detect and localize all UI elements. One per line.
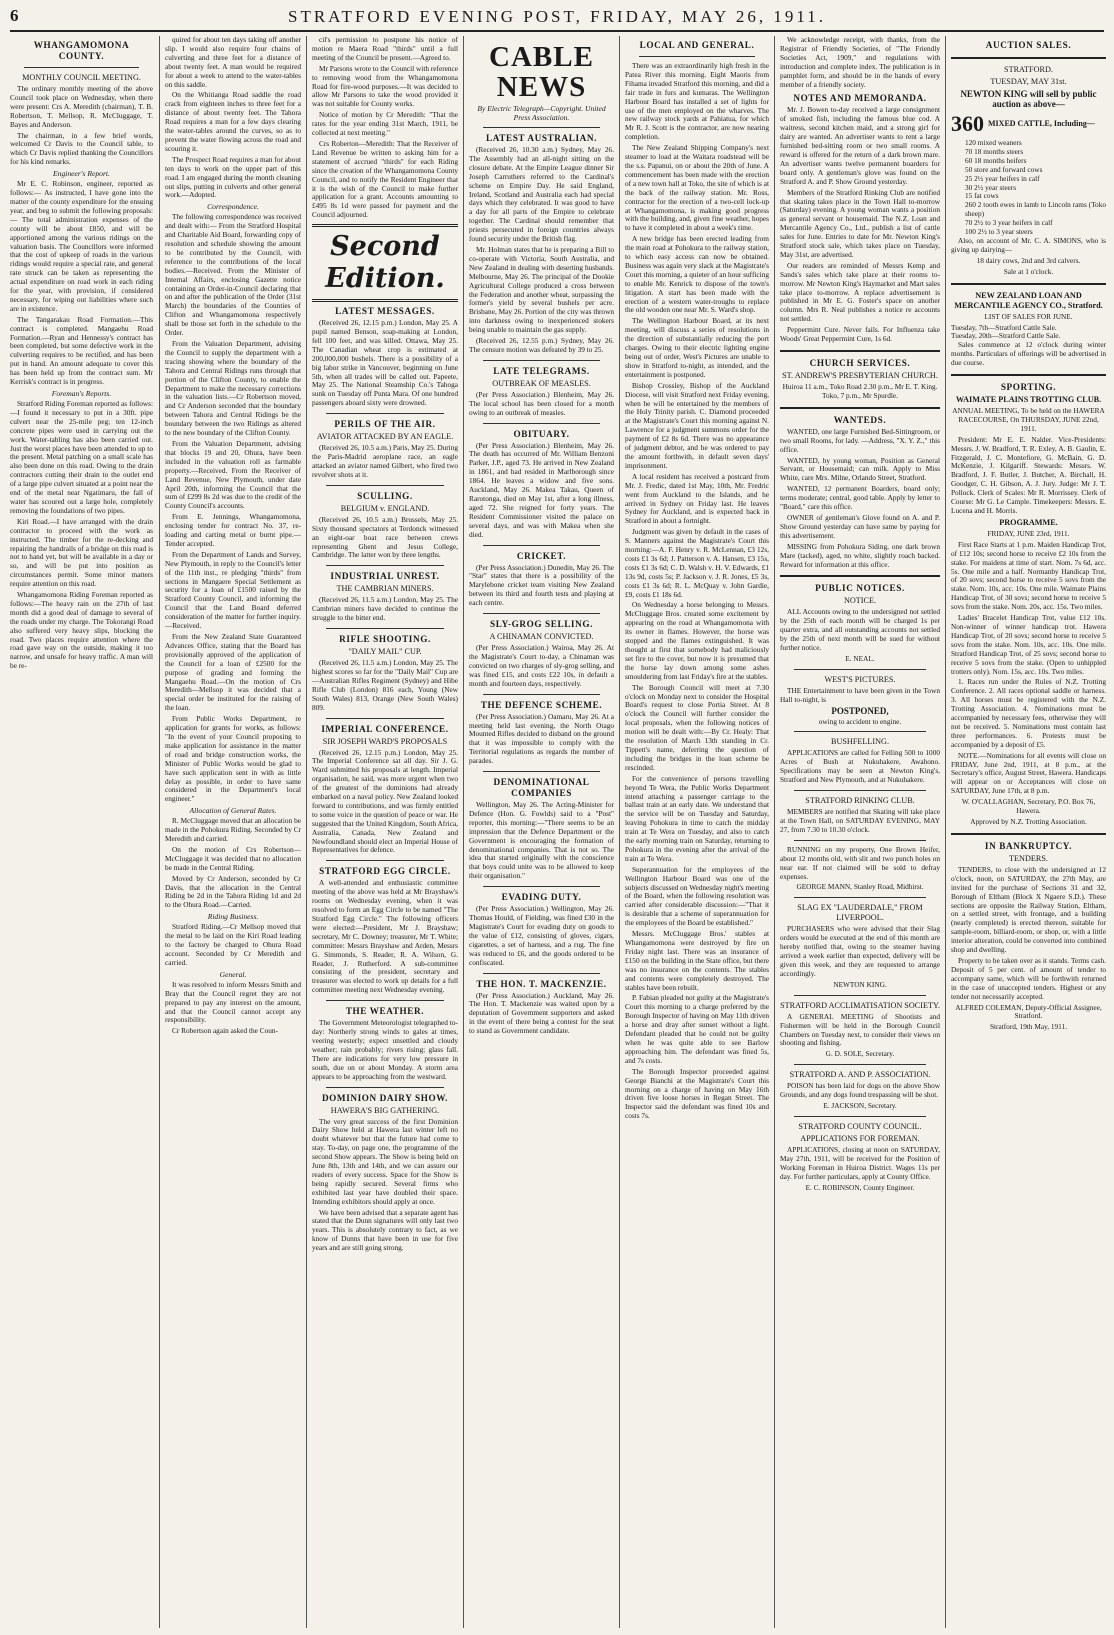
column-1 bbox=[10, 36, 153, 1628]
article-paragraph: Cr Robertson again asked the Coun- bbox=[172, 1026, 278, 1036]
article-subheading: "DAILY MAIL" CUP. bbox=[348, 647, 422, 657]
masthead-title: STRATFORD EVENING POST, FRIDAY, MAY 26, 1911. bbox=[287, 7, 827, 26]
ad-signature: ALFRED COLEMAN, Deputy-Official Assignee, Stratford. bbox=[955, 1002, 1102, 1021]
article-paragraph: The Tangarakau Road Formation.—This contract is completed. Mangaehu Road Formation.—Ryan and Hennessy's contract has been completed, but some defective work in the culverting requires to be rectified, and has been put in hand. An amount adequate to cover this has been held up from the contract sum. Mr Kerrisk's contract is in progress. bbox=[10, 314, 153, 387]
article-subheading: AVIATOR ATTACKED BY AN EAGLE. bbox=[316, 432, 454, 442]
column-rule bbox=[306, 36, 307, 1628]
article-heading: OBITUARY. bbox=[513, 428, 570, 439]
article-paragraph: cil's permission to postpone his notice of motion re Maera Road "thirds" until a full meeting of the Council be present.—Agreed to. bbox=[312, 36, 458, 62]
article-paragraph: There was an extraordinarily high fresh in the Patea River this morning. Eight Maoris from Fihama invaded Stratford this morning, and did a fair trade in furs and kumaras. The Wellington Harbour Board has installed a set of lights for use of the men employed on the wharves. The new railway stock yards at Pahiatua, for which Mr R. J. Scott is the contractor, are now nearing completion. bbox=[625, 61, 769, 142]
classified-ad: MEMBERS are notified that Skating will take place at the Town Hall, on SATURDAY EVENING, MAY 27, from 7.30 to 10.30 o'clock. bbox=[780, 807, 940, 834]
article-heading: WHANGAMOMONA COUNTY. bbox=[33, 40, 130, 61]
article-heading: IN BANKRUPTCY. bbox=[984, 840, 1073, 851]
divider bbox=[794, 897, 926, 898]
article-subheading: MONTHLY COUNCIL MEETING. bbox=[22, 73, 141, 82]
classified-ad: A GENERAL MEETING of Shootists and Fishermen will be held in the Borough Council Chambers on Tuesday next, to consider their views on shooting and fishing. bbox=[780, 1011, 940, 1048]
article-paragraph: A new bridge has been erected leading from the main road at Pohokura to the railway station, to which easy access can now be obtained. Business was again very slack at the Magistrate's Court this morning, a quieter of an hour sufficing to enable Mr. Kenrick to dispose of the town's litigation. A start has been made with the erection of a western water-troughs to replace the old wooden one near Mr. S. Ward's shop. bbox=[625, 234, 769, 315]
cattle-list-item: 70 2½ to 3 year heifers in calf bbox=[965, 218, 1053, 228]
article-paragraph: On the motion of Crs Robertson—McCluggage it was decided that no allocation be made in the Central Riding. bbox=[165, 844, 301, 872]
divider bbox=[794, 731, 926, 732]
article-subheading: BELGIUM v. ENGLAND. bbox=[340, 503, 430, 513]
second-edition-banner: Second Edition. bbox=[312, 224, 458, 302]
classified-ad: NOTE.—Nominations for all events will close on FRIDAY, June 2nd, 1911, at 8 p.m., at the Secretary's office, August Street, Hawera. Handicaps will appear on or Acceptances will close on SATURDAY, June 17th, at 8 p.m. bbox=[951, 750, 1106, 796]
article-subheading: TENDERS. bbox=[1009, 853, 1048, 863]
classified-ad: First Race Starts at 1 p.m. Maiden Handicap Trot, of £12 10s; second horse to receive £2 10s from the stake. For maidens at time of start. Nom. 7s 6d, acc. 5s. One mile and a half. Normanby Handicap Trot, of 20 sovs; second horse to receive 5 sovs from the stake. Nom. 10s, acc. 10s. One mile. Waimate Plains Handicap Trot, of 30 sovs; second horse to receive 5 sovs from the stake. Nom. 20s, acc. 15s. Two miles. bbox=[951, 539, 1106, 612]
article-paragraph: Messrs. McCluggage Bros.' stables at Whangamomona were destroyed by fire on Friday night last. There was an insurance of £150 on the building in the State office, but there was no insurance on the contents. The stables and contents were completely destroyed. The stables have been rebuilt. bbox=[625, 929, 769, 992]
divider bbox=[483, 613, 600, 614]
article-heading: IMPERIAL CONFERENCE. bbox=[321, 723, 449, 734]
classified-ad: Also, on account of Mr. C. A. SIMONS, who is giving up dairying— bbox=[951, 235, 1106, 254]
sale-item: Tuesday, 7th—Stratford Cattle Sale. bbox=[951, 322, 1057, 332]
cattle-list bbox=[951, 139, 1106, 237]
divider bbox=[951, 57, 1106, 59]
article-paragraph: It was resolved to inform Messrs Smith and Bray that the Council regret they are not prepared to pay any interest on the amount, and that the Council cannot accept any responsibility. bbox=[165, 979, 301, 1025]
article-subheading: NEW ZEALAND LOAN AND MERCANTILE AGENCY CO., Stratford. bbox=[954, 290, 1103, 310]
article-subheading: STRATFORD COUNTY COUNCIL. bbox=[798, 1121, 922, 1131]
article-heading: SLY-GROG SELLING. bbox=[490, 619, 593, 630]
cattle-label: MIXED CATTLE, Including— bbox=[988, 118, 1095, 128]
section-subheading: Riding Business. bbox=[207, 912, 259, 922]
article-paragraph: On the Whitianga Road saddle the road crack from eighteen inches to three feet for a distance of about twenty feet. The Tahora Road requires a man for a few days clearing the water-tables around the curves, so as to prevent the water flowing across the road and scouring it. bbox=[165, 90, 301, 153]
classified-ad: Ladies' Bracelet Handicap Trot, value £12 10s. Non-winner of winner handicap trot. Hawera Handicap Trot, of 20 sovs; second horse to receive 5 sovs from the stake. Nom. 10s, acc. 10s. One mile. Stratford Handicap Trot, of 25 sovs; second horse to receive 5 sovs from the stake. (Open to unhippled trotters only). Nom. 15s, acc. 10s. Two miles. bbox=[951, 613, 1106, 676]
article-heading: WANTEDS. bbox=[833, 414, 887, 425]
divider bbox=[639, 56, 755, 57]
divider bbox=[483, 545, 600, 546]
article-paragraph: (Received 26, 10.5 a.m.) Paris, May 25. During the Paris-Madrid aeroplane race, an eagle attacked an aviator named Gilbert, who fired two revolver shots at it. bbox=[312, 443, 458, 479]
divider bbox=[483, 360, 600, 361]
article-heading: PERILS OF THE AIR. bbox=[334, 419, 436, 430]
article-paragraph: We have been advised that a separate agent has stated that the Dunn signatures will only last two years. This is absolutely contrary to fact, as we know of Dunns that have been in use for five years and are still going strong. bbox=[312, 1207, 458, 1253]
divider bbox=[24, 67, 139, 68]
cattle-list-item: 100 2½ to 3 year steers bbox=[965, 227, 1033, 237]
article-subheading: HAWERA'S BIG GATHERING. bbox=[330, 1105, 440, 1115]
approval-note: Approved by N.Z. Trotting Association. bbox=[970, 817, 1087, 826]
article-paragraph: The Borough Council will meet at 7.30 o'clock on Monday next to consider the Hospital Board's request to close Portia Street. At 8 o'clock the Council will further consider the local proposals, when the following notices of motion will be dealt with:—By Cr. Healy: That the resolution of March 13th standing in Cr. Tippett's name, deferring the question of including the bridges in the loan scheme be rescinded. bbox=[625, 682, 769, 772]
classified-ad: APPLICATIONS are called for Felling 500 to 1000 Acres of Bush at Nukuhakere, Awahono. Specifications may be seen at Newton King's, Stratford and New Plymouth, and at Nukuhakere. bbox=[780, 748, 940, 785]
divider bbox=[483, 771, 600, 772]
article-paragraph: (Received 26, 11.5 a.m.) London, May 25. The highest scores so far for the "Daily Mail" Cup are—Australian Rifles Regiment (Sydney) and Hibe Rifle Club (London) 816 each, Young (New South Wales) 813, Orange (New South Wales) 809. bbox=[312, 658, 458, 712]
divider bbox=[794, 1116, 926, 1117]
article-paragraph: The following correspondence was received and dealt with:— From the Stratford Hospital and Charitable Aid Board, forwarding copy of resolution and schedule showing the amount to be contributed by the Council, with reference to the contributions of the local bodies.—Received. From the Minister of Internal Affairs, enclosing Gazette notice containing an Order-in-Council declaring that on and after the publication of the Order (31st March) the boundaries of the Counties of Clifton and Whangamomona respectively shall be those set forth in the schedule to the Order. bbox=[165, 212, 301, 338]
article-paragraph: From the Valuation Department, advising that blocks 19 and 20, Ohura, have been included in the valuation roll as farmable property.—Received. From the Receiver of Land Revenue, New Plymouth, under date April 20th, informing the Council that the sum of £299 8s 2d was due to the credit of the County Council's accounts. bbox=[165, 438, 301, 511]
article-paragraph: quired for about ten days taking off another slip. I would also require four chains of culverting and three feet for a distance of about twenty feet. A man would be required for about a week to attend to the water-tables on this saddle. bbox=[165, 36, 301, 89]
article-heading: AUCTION SALES. bbox=[985, 40, 1072, 50]
cattle-list-item: 60 18 months heifers bbox=[965, 155, 1027, 165]
article-paragraph: Moved by Cr Anderson, seconded by Cr Davis, that the allocation in the Central Riding be 2d in the Tahora Riding 1d and 2d to the Ohura Road.—Carried. bbox=[165, 873, 301, 910]
article-heading: NOTES AND MEMORANDA. bbox=[793, 93, 927, 104]
cattle-list-item: 120 mixed weaners bbox=[965, 138, 1022, 147]
classified-ad: TENDERS, to close with the undersigned at 12 o'clock, noon, on SATURDAY, the 27th May, are invited for the purchase of Sections 31 and 32, Borough of Eltham (Block X Ngaere S.D.). These sections are opposite the Railway Station, Eltham, on a settled street, with frontage, and a building (nearly completed) is erected thereon, suitable for sample-room, billiard-room, or shop, or, with a little interior alteration, could be converted into combined shop and dwelling. bbox=[951, 864, 1106, 955]
cable-news-subtitle: By Electric Telegraph—Copyright. United Press Association. bbox=[477, 104, 606, 122]
divider bbox=[483, 886, 600, 887]
article-subheading: STRATFORD ACCLIMATISATION SOCIETY. bbox=[780, 1000, 940, 1010]
programme-date: FRIDAY, JUNE 23rd, 1911. bbox=[987, 528, 1070, 538]
auctioneer-notice: NEWTON KING will sell by public auction as above— bbox=[960, 89, 1097, 109]
article-paragraph: A local resident has received a postcard from Mr. J. Fredic, dated 1st May, 10th, Mr. Fredric went from Auckland to the Islands, and he arrived in Sydney on Friday last. He leaves Sydney for Auckland, and is expected back in Stratford in about a fortnight. bbox=[625, 471, 769, 526]
classified-ad: Property to be taken over as it stands. Terms cash. Deposit of 5 per cent. of amount of tender to accompany same, which will be forthwith returned in the case of unaccepted tenders. Highest or any tender not necessarily accepted. bbox=[951, 955, 1106, 1001]
classified-ad: APPLICATIONS, closing at noon on SATURDAY, May 27th, 1911, will be received for the Position of Working Foreman in Huiroa District. Wages 11s per day. For further particulars, apply at County Office. bbox=[780, 1144, 940, 1181]
article-paragraph: Notice of motion by Cr Meredith: "That the rates for the year ending 31st March, 1911, be collected at next meeting." bbox=[312, 110, 458, 138]
article-paragraph: Mr E. C. Robinson, engineer, reported as follows:— As instructed, I have gone into the matter of the county expenditure for the ensuing year, and beg to submit the following proposals:— The total administration expenses of the county will be about £850, and will be apportioned among the various ridings on the valuation basis. The Councillors were informed that the cost of upkeep of roads in the various ridings would require a special rate, and general rate struck can be taken as representing the actual expenditure on road work in each riding for the year, with provision, if considered necessary, for wiping out liabilities where such are in existence. bbox=[10, 179, 153, 313]
cattle-list-item: 50 store and forward cows bbox=[965, 164, 1043, 174]
section-subheading: General. bbox=[219, 969, 247, 979]
classified-ad: RUNNING on my property, One Brown Heifer, about 12 months old, with slit and two punch holes on near ear. If not claimed will be sold to defray expenses. bbox=[780, 844, 940, 881]
article-paragraph: (Received 26, 11.5 a.m.) London, May 25. The Cambrian miners have decided to continue the struggle to the bitter end. bbox=[312, 595, 458, 623]
divider bbox=[780, 575, 940, 577]
postponed-label: POSTPONED, bbox=[831, 705, 889, 716]
article-heading: INDUSTRIAL UNREST. bbox=[330, 571, 440, 582]
cattle-list-item: 30 2½ year steers bbox=[965, 182, 1017, 192]
column-rule bbox=[463, 36, 464, 1628]
article-paragraph: (Per Press Association.) Wairoa, May 26. At the Magistrate's Court to-day, a Chinaman was convicted on two charges of sly-grog selling, and was fined £15, and costs £22 10s, in default a month and fourteen days, respectively. bbox=[469, 643, 614, 688]
article-paragraph: (Received 26, 12.15 p.m.) London, May 25. The Imperial Conference sat all day. Sir J. G. Ward submitted his proposals at length. Imperial organisation, he said, was more urgent when two of the greatest of the dominions had already embarked on a naval policy. New Zealand looked forward to contributions, and was firmly entitled to some voice in the question of peace or war. He suggested that the United Kingdom, South Africa, Australia, Canada, New Zealand and Newfoundland should elect an Imperial House of Representatives for defence. bbox=[312, 747, 458, 855]
article-paragraph: (Received 26, 12.15 p.m.) London, May 25. A pupil named Benson, soap-making at London, fell 100 feet, and was killed. Ottawa, May 25. The Canadian wheat crop is estimated at 200,000,000 bushels. There is a possibility of a big labor strike in Vancouver, beginning on June 5th, when all trades will be called out. Papeete, May 25. The National Steamship Co.'s Tahoga sunk on Tuesday off Punta Mara. Of one hundred passengers aboard sixty were drowned. bbox=[312, 318, 458, 408]
cattle-list-item: 15 fat cows bbox=[965, 191, 999, 201]
classified-ad: Sales commence at 12 o'clock during winter months. Particulars of offerings will be advertised in due course. bbox=[951, 340, 1106, 368]
article-paragraph: (Per Press Association.) Blenheim, May 26. The death has occurred of Mr. William Benzoni Parker, J.P., aged 73. He arrived in New Zealand in 1861, and had resided in Marlborough since 1864. He leaves a widow and five sons. Auckland, May 26. Makea Takau, Queen of Rarotonga, died on May 1st, after a long illness, aged 72. She reigned for forty years. The Resident Commissioner visited the palace on several days, and was with Makea when she died. bbox=[469, 440, 614, 539]
article-paragraph: The chairman, in a few brief words, welcomed Cr Davis to the Council table, to which Cr Davis replied thanking the Councillors for his kind remarks. bbox=[10, 130, 153, 167]
cattle-list-item: 70 18 months steers bbox=[965, 146, 1024, 156]
section-subheading: Allocation of General Rates. bbox=[189, 806, 277, 816]
ad-signature: E. NEAL. bbox=[845, 653, 875, 663]
article-paragraph: (Per Press Association.) Auckland, May 26. The Hon. T. Mackenzie was waited upon by a deputation of Government supporters and asked in the event of there being a contest for the seat to stand as Government candidate. bbox=[469, 990, 614, 1036]
divider bbox=[326, 485, 444, 486]
article-paragraph: From Public Works Department, re application for grants for works, as follows: "In the event of your Council proposing to make application for assistance in the matter of road and bridge construction works, the Minister of Public Works would be glad to have such application sent in with as little delay as possible, in order to have same considered in the Department's local engineer." bbox=[165, 714, 301, 804]
classified-ad: MISSING from Pohokura Siding, one dark brown Mare (tacked), aged, no white, slightly roach backed. Reward for information at this office. bbox=[780, 541, 940, 569]
article-paragraph: Superannuation for the employees of the Wellington Harbour Board was one of the subjects discussed on Wednesday night's meeting of the Board, when the following resolution was carried after considerable discussion:—"That it is desirable that a scheme of superannuation for the employees of the Board be established." bbox=[625, 864, 769, 928]
article-paragraph: P. Fabian pleaded not guilty at the Magistrate's Court this morning to a charge preferred by the Borough Inspector of having on May 11th driven a horse and dray after sunset without a light. Defendant pleaded that he could not be guilty when he was quite able to see Barlow approaching him. The defendant was fined 5s, and 7s costs. bbox=[625, 993, 769, 1065]
divider bbox=[326, 565, 444, 566]
article-paragraph: (Per Press Association.) Wellington, May 26. Thomas Hould, of Fielding, was fined £30 in the Magistrate's Court for evading duty on goods to the value of £12, consisting of gloves, cigars, cigarettes, a set of harness, and a rug. The fine was reduced to £6, and the goods ordered to be confiscated. bbox=[469, 904, 614, 967]
article-subheading: STRATFORD. bbox=[1004, 65, 1053, 74]
divider bbox=[326, 628, 444, 629]
article-paragraph: The Prospect Road requires a man for about ten days to work on the upper part of this road. I am engaged during the month cleaning out slips, putting in culverts and other general work.—Adopted. bbox=[165, 154, 301, 200]
article-paragraph: The Government Meteorologist telegraphed to-day: Northerly strong winds to gales at times, veering westerly; expect unsettled and cloudy weather; rain probably; rivers rising; glass fall. There are indications for very low pressure in south, due on or about Monday. A storm area appears to be approaching from the westward. bbox=[312, 1018, 458, 1081]
classified-ad: THE Entertainment to have been given in the Town Hall to-night, is bbox=[780, 685, 940, 704]
article-heading: EVADING DUTY. bbox=[501, 892, 582, 903]
article-subheading: THE CAMBRIAN MINERS. bbox=[336, 584, 434, 594]
article-subheading: WAIMATE PLAINS TROTTING CLUB. bbox=[955, 395, 1102, 405]
article-heading: THE HON. T. MACKENZIE. bbox=[476, 978, 607, 989]
article-paragraph: From the New Zealand State Guaranteed Advances Office, stating that the Board has provisionally approved of the application of the Council for a loan of £2500 for the purpose of grading and forming the Mangaehu Road.—On the motion of Crs Meredith—Mellsop it was decided that a special order be instituted for the raising of the loan. bbox=[165, 632, 301, 713]
divider bbox=[326, 860, 444, 861]
divider bbox=[483, 973, 600, 974]
article-paragraph: (Per Press Association.) Oamaru, May 26. At a meeting held last evening, the North Otago Mounted Rifles decided to disband on the ground that it was impossible to comply with the Territorial regulations as regards the number of parades. bbox=[469, 711, 614, 766]
article-paragraph: The very great success of the first Dominion Dairy Show held at Hawera last winter left no doubt whatever but that the future had come to stay. To-day, on page one, the programme of the second Show appears. The Show is being held on June 8th, 13th and 14th, and we can assure our readers of every success. Space for the Show is being rapidly secured. Several firms who exhibited last year have doubled their space. Intending exhibitors should apply at once. bbox=[312, 1116, 458, 1206]
classified-ad: 18 dairy cows, 2nd and 3rd calvers. bbox=[976, 255, 1081, 265]
column-rule bbox=[619, 36, 620, 1628]
cattle-count-row bbox=[951, 112, 1106, 136]
classified-ad: WANTED, by young woman, Position as General Servant, or Housemaid; can milk. Apply to Miss White, care Mrs. Milne, Orlando Street, Stratford. bbox=[780, 455, 940, 483]
article-heading: DENOMINATIONAL COMPANIES bbox=[493, 777, 590, 799]
article-subheading: SIR JOSEPH WARD'S PROPOSALS bbox=[322, 736, 448, 746]
article-paragraph: Crs Roberton—Meredith: That the Receiver of Land Revenue be written to asking him for a statement of accrued "thirds" for each Riding since the creation of the Whangamomona County Council, and to notify the Resident Engineer that it is the wish of the Council to make further application for a grant. Accounts amounting to £495 8s 1d were passed for payment and the Council adjourned. bbox=[312, 138, 458, 220]
article-paragraph: From the Valuation Department, advising the Council to supply the department with a tracing showing where the boundary of the Tahora and Central Ridings runs through that portion of the Clifton County, to enable the Department to make the necessary corrections in the valuation lists.—Cr Robertson moved, and Cr Anderson seconded that the boundary between Tahora and Central Ridings be the boundary between the two Ridings as altered to the new boundary of the Clifton County. bbox=[165, 339, 301, 438]
divider bbox=[483, 423, 600, 424]
sale-item: Tuesday, 20th—Stratford Cattle Sale. bbox=[951, 331, 1061, 341]
ad-signature: NEWTON KING. bbox=[833, 979, 887, 989]
article-subheading: BUSHFELLING. bbox=[831, 737, 889, 747]
ad-signature: W. O'CALLAGHAN, Secretary, P.O. Box 76, Hawera. bbox=[961, 797, 1096, 816]
article-heading: THE WEATHER. bbox=[345, 1006, 425, 1017]
article-subheading: ST. ANDREW'S PRESBYTERIAN CHURCH. bbox=[782, 371, 938, 380]
article-heading: CRICKET. bbox=[516, 550, 567, 561]
article-paragraph: Whangamomona Riding Foreman reported as follows:—The heavy rain on the 27th of last month did a good deal of damage to several of the roads under my charge. The Tokorangi Road also suffered very heavy slips, blocking the road. Two places require attention where the road gave way on the outside, making it too narrow, and unsafe for heavy traffic. A man will be re- bbox=[10, 590, 153, 671]
article-paragraph: Mr. Holman states that he is preparing a Bill to co-operate with Victoria, South Australia, and New Zealand in dealing with deserting husbands. Melbourne, May 26. The principal of the Dookie Agricultural College produced a cross between the Federation and another wheat, surpassing the former's yield by several bushels per acre. Brisbane, May 26. Portion of the city was thrown into darkness owing to inexperienced stokers being unable to maintain the gas supply. bbox=[469, 244, 614, 335]
column-5 bbox=[625, 36, 769, 1628]
ad-signature: GEORGE MANN, Stanley Road, Midhirst. bbox=[796, 882, 924, 892]
article-paragraph: Stratford Riding Foreman reported as follows:—I found it necessary to put in a 30ft. pipe culvert near the 25-mile peg; ten 12-inch concrete pipes were used in carrying out the work. Water-tabling has also been carried out. Just the worst places have been attended to up to the present. Metal patching on a small scale has also been done on this road. Owing to the drain contractors cutting their drain to the outlet end of a large pipe culvert situated at a point near the end of the metal near Ngatimaru, the fall of water has scoured out a large hole, completely removing the foundations of two pipes. bbox=[10, 399, 153, 515]
article-paragraph: Bishop Crossley, Bishop of the Auckland Diocese, will visit Stratford next Friday evening, when he will be entertained by the members of the Holy Trinity parish. C. Diamond proceeded at the Magistrate's Court this morning against N. Lawrence for a judgment summons order for the payment of £2 8s 6d. There was no appearance of judgment debtor, and he was ordered to pay the amount forthwith, in default seven days' imprisonment. bbox=[625, 380, 769, 470]
article-heading: STRATFORD EGG CIRCLE. bbox=[319, 866, 451, 877]
divider bbox=[780, 350, 940, 352]
article-heading: LATEST MESSAGES. bbox=[335, 306, 435, 317]
classified-ad: PURCHASERS who were advised that their Slag orders would be executed at the end of this month are hereby notified that, owing to the steamer having arrived a week earlier than expected, delivery will be given this week, and they are requested to arrange accordingly. bbox=[780, 924, 940, 978]
section-subheading: Foreman's Reports. bbox=[51, 389, 112, 398]
meeting-details: ANNUAL MEETING, To be held on the HAWERA RACECOURSE, On THURSDAY, JUNE 22nd, 1911. bbox=[952, 406, 1105, 433]
article-heading: SPORTING. bbox=[1000, 382, 1057, 393]
cable-news-title: CABLE NEWS bbox=[489, 41, 594, 103]
article-subheading: SLAG EX "LAUDERDALE," FROM LIVERPOOL. bbox=[797, 903, 923, 923]
article-paragraph: Wellington, May 26. The Acting-Minister for Defence (Hon. G. Fowlds) said to a "Post" reporter, this morning:—"There seems to be an impression that the Defence Department or the Government is encouraging the formation of denominational companies. That is not so. The idea that started originally with the conscience that boys could unite was to be allowed to keep their organisation." bbox=[469, 800, 614, 881]
cattle-count: 360 bbox=[951, 111, 984, 136]
ad-signature: E. JACKSON, Secretary. bbox=[823, 1101, 897, 1111]
divider bbox=[780, 407, 940, 409]
article-paragraph: The ordinary monthly meeting of the above Council took place on Wednesday, when there were present: Crs A. Meredith (chairman), T. B. Robertson, T. Mellsop, R. McCluggage, T. Bayes and Anderson. bbox=[10, 84, 153, 129]
divider bbox=[326, 718, 444, 719]
article-paragraph: On Wednesday a horse belonging to Messrs. McCluggage Bros. created some excitement by appearing on the road at Whangamomona with its owner in flames. However, the horse was stopped and the flames extinguished. It was thought at first that somebody had maliciously set fire to the cover, but now it is presumed that the horse lay down among some ashes smouldering from last Friday's fire at the stables. bbox=[625, 600, 769, 681]
article-paragraph: Our readers are reminded of Messrs Kemp and Sands's sales which take place at their rooms to-morrow. Mr Newton King's Haymarket and Mart sales take place to-morrow. A replace advertisement is published in Mr E. G. Foster's space on another column. Mrs R. Neal publishes a notice re accounts not settled. bbox=[780, 260, 940, 324]
article-paragraph: Peppermint Cure. Never fails. For Influenza take Woods' Great Peppermint Cure, 1s 6d. bbox=[780, 325, 940, 344]
article-paragraph: Members of the Stratford Rinking Club are notified that skating takes place in the Town Hall to-morrow (Saturday) evening. A young woman wants a position as general servant or housemaid. The N.Z. Loan and Mercantile Agency Co., Ltd., publish a list of cattle sales for June. Entries to date for Mr. Newton King's Stratford stock sale, which takes place on Tuesday, May 31st, are advertised. bbox=[780, 187, 940, 259]
article-paragraph: Stratford Riding.—Cr Mellsop moved that the metal to be laid on the Kiri Road leading to the factory be charged to Ohura Road account. Seconded by Cr Meredith and carried. bbox=[165, 922, 301, 967]
column-rule bbox=[945, 36, 946, 1628]
column-6 bbox=[780, 36, 940, 1628]
article-paragraph: (Per Press Association.) Dunedin, May 26. The "Star" states that there is a possibility of the Marylebone cricket team visiting New Zealand between its third and fourth tests and playing at each centre. bbox=[469, 562, 614, 608]
article-paragraph: The New Zealand Shipping Company's next steamer to load at the Waitara roadstead will be the s.s. Papanui, on or about the 20th of June. A commencement has been made with the erection of a new town hall at Toko, the site of which is at the back of the railway station. Mr. Ross, contractor for the erection of a two-cell lock-up at Whangamomona, is making good progress with the building, and, given fine weather, hopes to have it completed in about a week's time. bbox=[625, 143, 769, 233]
column-4 bbox=[469, 36, 614, 1628]
article-heading: CHURCH SERVICES. bbox=[809, 358, 911, 368]
divider bbox=[794, 1064, 926, 1065]
article-paragraph: The Wellington Harbour Board, at its next meeting, will discuss a series of resolutions in the direction of substantially reducing the port charges. Owing to their electric lighting engine being out of order, West's Pictures are unable to show in Stratford to-night, as intended, and the entertainment is postponed. bbox=[625, 316, 769, 379]
article-paragraph: Mr Parsons wrote to the Council with reference to removing wood from the Whangamomona Road for fire-wood purposes.—It was decided to allow Mr Parsons to take the wood provided it was not suitable for County works. bbox=[312, 63, 458, 109]
divider bbox=[326, 1000, 444, 1001]
article-paragraph: Judgment was given by default in the cases of S. Manners against the Magistrate's Court this morning:—A. F. Henry v. R. McLennan, £3 12s, costs £1 3s 6d; J. Patterson v. A. Hansen, £3 15s, costs £1 3s 6d; C. D. Walsh v. H. V. Edwards, £1 13s 9d, costs 5s; P. Jackson v. J. R. Jones, £5 3s, costs £1 3s 6d; R. L. McQuay v. John Gardie, £9, costs £1 18s 6d. bbox=[625, 527, 769, 599]
article-heading: THE DEFENCE SCHEME. bbox=[480, 699, 603, 710]
article-paragraph: (Per Press Association.) Blenheim, May 26. The local school has been closed for a month owing to an outbreak of measles. bbox=[469, 389, 614, 417]
article-paragraph: For the convenience of persons travelling beyond Te Wera, the Public Works Department intend attaching a passenger carriage to the ballast train at an early date. We understand that the service will be on Tuesday and Saturday, leaving Pohokura in time to catch the midday train at Te Wera on Tuesday, and also to catch the early morning train on Saturday, returning to Pohokura in the evening after the arrival of the train at Te Wera. bbox=[625, 773, 769, 863]
column-3 bbox=[312, 36, 458, 1628]
ad-signature: E. C. ROBINSON, County Engineer. bbox=[805, 1182, 915, 1192]
article-heading: SCULLING. bbox=[357, 490, 413, 501]
article-paragraph: From the Department of Lands and Survey, New Plymouth, in reply to the Council's letter of the 11th inst., re pledging "thirds" from sections in Mangaere Special Settlement as security for a loan of £1500 raised by the Stratford County Council, and informing the Council that the Land Board deferred consideration of the matter for further inquiry.—Received. bbox=[165, 549, 301, 631]
article-subheading: TUESDAY, MAY 31st. bbox=[990, 77, 1067, 86]
cattle-list-item: 25 2½ year heifers in calf bbox=[965, 173, 1040, 183]
divider bbox=[483, 127, 600, 128]
divider bbox=[326, 1087, 444, 1088]
article-paragraph: (Received 26, 12.55 p.m.) Sydney, May 26. The censure motion was defeated by 39 to 25. bbox=[469, 336, 614, 354]
classified-ad: 1. Races run under the Rules of N.Z. Trotting Conference. 2. All races optional saddle or harness. 3. All horses must be registered with the N.Z. Trotting Association. 4. Nominations must be accompanied by necessary fees, otherwise they will not be received. 5. Nominations must contain last three performances. 6. Protests must be accompanied by a deposit of £5. bbox=[951, 677, 1106, 749]
article-paragraph: Mr. J. Bowen to-day received a large consignment of smoked fish, including the famous blue cod. A waitress, second kitchen maid, and a strong girl for dairy are wanted. An advertiser wants to rent a large furnished bed-sitting room or two small rooms. A reward is offered for the return of a dark brown mare. An advertiser wants twelve permanent boarders for board only. A gentleman's glove was found on the Stratford A. and P. Show Ground yesterday. bbox=[780, 105, 940, 186]
article-subheading: STRATFORD RINKING CLUB. bbox=[805, 796, 915, 806]
column-2 bbox=[165, 36, 301, 1628]
classified-ad: POISON has been laid for dogs on the above Show Grounds, and any dogs found trespassing will be shot. bbox=[780, 1081, 940, 1100]
article-subheading: APPLICATIONS FOR FOREMAN. bbox=[800, 1133, 920, 1143]
classified-ad: WANTED, 12 permanent Boarders, board only; terms moderate; central, good table. Apply by letter to "Board," care this office. bbox=[780, 484, 940, 512]
article-paragraph: (Received 26, 10.30 a.m.) Sydney, May 26. The Assembly had an all-night sitting on the closure debate. At the Empire League dinner Sir Joseph Carruthers referred to the Cardinal's scheme on Empire Day. He said England, Ireland, Scotland and Australia each had special days which they celebrated. It was good to have a day for all parts of the Empire to celebrate together. The Cardinal should remember that priests persecuted in foreign countries always found security under the British flag. bbox=[469, 145, 614, 244]
divider bbox=[326, 413, 444, 414]
article-paragraph: Kiri Road.—I have arranged with the drain contractor to proceed with the work as instructed. The timber for the re-decking and repairing the handrails of a bridge on this road is not to hand yet, but will be available in a day or so, and will be put into position as circumstances permit. Some minor matters require attention on this road. bbox=[10, 516, 153, 589]
article-subheading: NOTICE. bbox=[843, 596, 877, 606]
divider bbox=[794, 995, 926, 996]
classified-ad: OWNER of gentleman's Glove found on A. and P. Show Ground yesterday can have same by paying for this advertisement. bbox=[780, 512, 940, 540]
divider bbox=[951, 374, 1106, 376]
column-rule bbox=[159, 36, 160, 1628]
article-heading: DOMINION DAIRY SHOW. bbox=[321, 1092, 449, 1103]
church-times: Huiroa 11 a.m., Toko Road 2.30 p.m., Mr E. T. King. Toko, 7 p.m., Mr Spurdle. bbox=[782, 382, 938, 400]
article-subheading: STRATFORD A. AND P. ASSOCIATION. bbox=[789, 1070, 931, 1080]
article-heading: LOCAL AND GENERAL. bbox=[639, 40, 755, 50]
article-paragraph: R. McCluggage moved that an allocation be made in the Pohokura Riding. Seconded by Cr Meredith and carried. bbox=[165, 816, 301, 844]
section-subheading: Correspondence. bbox=[207, 202, 259, 212]
article-subheading: PROGRAMME. bbox=[999, 517, 1058, 527]
sale-time: Sale at 1 o'clock. bbox=[1003, 266, 1054, 276]
divider bbox=[951, 283, 1106, 285]
divider bbox=[794, 669, 926, 670]
article-subheading: WEST'S PICTURES. bbox=[824, 674, 896, 684]
article-paragraph: (Received 26, 10.5 a.m.) Brussels, May 25. Sixty thousand spectators at Terdonck witnessed an eight-oar boat race between crews representing Ghent and Jesus College, Cambridge. The latter won by three lengths. bbox=[312, 514, 458, 560]
classified-ad: ALL Accounts owing to the undersigned not settled by the 25th of each month will be charged 1s per quarter extra, and all outstanding accounts not settled by the 25th of next month will be sued for without further notice. bbox=[780, 607, 940, 653]
divider bbox=[483, 694, 600, 695]
article-paragraph: The Borough Inspector proceeded against George Bianchi at the Magistrate's Court this morning on a charge of having on May 16th driven five loose horses in Regan Street. The Inspector said the defendant was fined 10s and costs 7s. bbox=[625, 1066, 769, 1121]
article-heading: LATEST AUSTRALIAN. bbox=[485, 133, 598, 143]
cattle-list-item: 260 2 tooth ewes in lamb to Lincoln rams (Toko sheep) bbox=[965, 200, 1106, 219]
article-heading: LATE TELEGRAMS. bbox=[493, 365, 590, 376]
masthead bbox=[10, 4, 1104, 32]
divider bbox=[794, 840, 926, 841]
postponed-note: owing to accident to engine. bbox=[818, 716, 902, 726]
column-7 bbox=[951, 36, 1106, 1628]
section-subheading: Engineer's Report. bbox=[53, 169, 110, 179]
tender-date: Stratford, 19th May, 1911. bbox=[989, 1022, 1068, 1032]
article-subheading: A CHINAMAN CONVICTED. bbox=[489, 632, 594, 642]
article-heading: RIFLE SHOOTING. bbox=[339, 634, 431, 645]
article-subheading: OUTBREAK OF MEASLES. bbox=[492, 378, 591, 388]
ad-signature: G. D. SOLE, Secretary. bbox=[825, 1049, 895, 1059]
divider bbox=[794, 790, 926, 791]
article-paragraph: We acknowledge receipt, with thanks, from the Registrar of Friendly Societies, of "The Friendly Societies Act, 1909," and regulations with introduction and complete index. The publication is in pamphlet form, and should be in the hands of every member of a friendly society. bbox=[780, 36, 940, 89]
classified-ad: President: Mr E. E. Nalder. Vice-Presidents: Messrs. J. W. Bradford, T. R. Exley, A. B. Gaulin, E. Fitzgerald, J. C. Montefiore, G. McBain, G. D. McKenzie, J. Kilgariff. Stewards: Messrs. W. Bradford, J. F. Butler, J. Butcher, A. Birchall, H. Goodger, C. H. Gibson, A. J. Jury. Judge: Mr J. T. Pollock. Clerk of Scales: Mr R. Morrissey. Clerk of Course: Mr G. Le Cample. Timekeepers: Messrs. E. Lucena and H. Morris. bbox=[951, 434, 1106, 515]
classified-ad: WANTED, one large Furnished Bed-Sittingroom, or two small Rooms, for lady. —Address, "X. Y. Z.," this office. bbox=[780, 426, 940, 454]
divider bbox=[951, 833, 1106, 835]
article-heading: PUBLIC NOTICES. bbox=[815, 583, 905, 594]
article-paragraph: A well-attended and enthusiastic committee meeting of the above was held at Mr Brayshaw's rooms on Wednesday evening, when it was resolved to form an Egg Circle to be named "The Stratford Egg Circle." The following officers were elected:—President, Mr J. Brayshaw; secretary, Mr C. Downey; treasurer, Mr T. White; committee: Messrs Brayshaw and Arden, Messrs G. Simmonds, S. Reader, R. A. Wilson, G. Reader, J. Rutherford. A sub-committee consisting of the president, secretary and treasurer was elected to work up details for a full committee meeting next Wednesday evening. bbox=[312, 878, 458, 995]
column-rule bbox=[774, 36, 775, 1628]
sales-list-heading: LIST OF SALES FOR JUNE. bbox=[984, 311, 1073, 321]
article-paragraph: From E. Jennings, Whangamomona, enclosing tender for contract No. 37, re-loading and carting metal or burnt pipe.—Tender accepted. bbox=[165, 512, 301, 548]
page-number: 6 bbox=[10, 6, 19, 25]
